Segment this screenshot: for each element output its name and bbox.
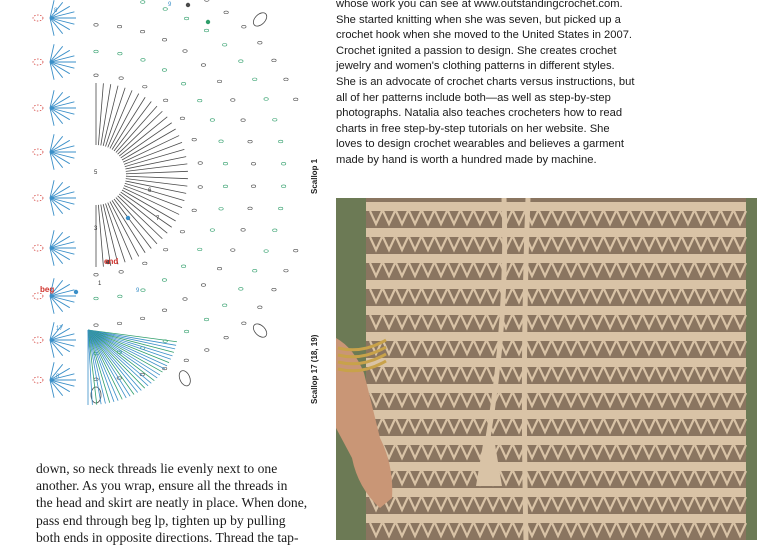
chart-drawing (33, 0, 298, 405)
chain-stitch (162, 38, 166, 41)
puff-stitch (177, 369, 192, 388)
bio-line: Crochet ignited a passion to design. She creates crochet (336, 44, 617, 57)
instructions-paragraph (36, 460, 326, 546)
chain-stitch (94, 273, 98, 276)
chain-stitch (184, 359, 188, 362)
chain-stitch (181, 82, 185, 85)
chart-row-label: 17 (56, 326, 63, 332)
stitch-mark (50, 108, 70, 120)
scallop-17-label: Scallop 17 (18, 19) (310, 334, 319, 404)
lace-band (366, 332, 746, 341)
stitch-mark (50, 108, 74, 114)
stitch-mark (50, 18, 70, 30)
turning-chain (33, 59, 43, 65)
stitch-mark (50, 296, 74, 302)
stitch-mark (125, 181, 186, 193)
chain-stitch (183, 298, 187, 301)
chain-stitch (273, 119, 277, 122)
chain-stitch (217, 80, 221, 83)
chain-stitch (253, 78, 257, 81)
bio-line: jewelry and women's clothing patterns in different styles. (336, 60, 615, 73)
chart-row-label: 3 (94, 226, 98, 232)
chart-row-label: 1 (98, 281, 102, 287)
bio-line: loves to design crochet wearables and believes a garment (336, 138, 624, 151)
stitch-mark (50, 62, 74, 68)
chain-stitch (210, 229, 214, 232)
stitch-mark (50, 62, 70, 74)
chain-stitch (224, 336, 228, 339)
stitch-mark (126, 164, 188, 171)
stitch-mark (50, 380, 70, 392)
marker-dot (206, 20, 210, 24)
chain-stitch (253, 269, 257, 272)
lace-band (366, 306, 746, 315)
lace-band (366, 358, 746, 367)
stitch-mark (112, 97, 145, 149)
stitch-mark (50, 102, 74, 108)
chain-stitch (258, 41, 262, 44)
stitch-mark (50, 236, 70, 248)
chain-stitch (205, 0, 209, 1)
chain-stitch (180, 117, 184, 120)
chain-stitch (272, 59, 276, 62)
stitch-mark (121, 192, 172, 227)
lace-band (366, 462, 746, 471)
stitch-mark (50, 374, 74, 380)
stitch-mark (50, 296, 70, 308)
stitch-mark (50, 198, 74, 204)
lace-band (366, 254, 746, 263)
lace-band (366, 436, 746, 445)
chain-stitch (284, 269, 288, 272)
lace-band (366, 280, 746, 289)
stitch-mark (50, 146, 74, 152)
chain-stitch (239, 288, 243, 291)
stitch-mark (50, 380, 74, 386)
chain-stitch (231, 99, 235, 102)
chain-stitch (192, 138, 196, 141)
stitch-mark (125, 157, 186, 169)
chain-stitch (163, 248, 167, 251)
chart-row-label: 8 (56, 374, 60, 380)
turning-chain (33, 15, 43, 21)
chain-stitch (140, 317, 144, 320)
stitch-mark (126, 179, 188, 186)
chain-stitch (119, 271, 123, 274)
chain-stitch (264, 250, 268, 253)
stitch-mark (50, 186, 70, 198)
bio-line: She started knitting when she was seven, but picked up a (336, 13, 621, 26)
crochet-skirt-photo (336, 198, 757, 540)
stitch-mark (126, 176, 188, 178)
chain-stitch (251, 162, 255, 165)
stitch-mark (50, 18, 74, 24)
chain-stitch (117, 25, 121, 28)
chain-stitch (201, 284, 205, 287)
lace-band (366, 384, 746, 393)
chart-row-label: 5 (94, 170, 98, 176)
turning-chain (33, 195, 43, 201)
marker-dot (126, 216, 130, 220)
puff-stitch (251, 10, 269, 28)
body-line: the head and skirt are neatly in place. When done, (36, 495, 308, 511)
turning-chain (33, 337, 43, 343)
chain-stitch (143, 85, 147, 88)
chain-stitch (224, 11, 228, 14)
stitch-mark (50, 152, 70, 164)
chain-stitch (94, 24, 98, 27)
bio-line: whose work you can see at www.outstandingcrochet.com. (336, 0, 623, 10)
chart-row-label: 6 (148, 188, 152, 194)
turning-chain (33, 149, 43, 155)
chain-stitch (248, 140, 252, 143)
stitch-mark (50, 56, 74, 62)
chain-stitch (204, 29, 208, 32)
chain-stitch (198, 162, 202, 165)
bio-line: charts in free step-by-step tutorials on her website. She (336, 122, 610, 135)
chain-stitch (242, 322, 246, 325)
photo-drawing (336, 198, 757, 540)
chain-stitch (181, 265, 185, 268)
turning-chain (33, 245, 43, 251)
turning-chain (33, 105, 43, 111)
chain-stitch (162, 279, 166, 282)
chain-stitch (162, 309, 166, 312)
bio-line: She is an advocate of crochet charts versus instructions, but (336, 75, 635, 88)
chain-stitch (94, 50, 98, 53)
chain-stitch (183, 50, 187, 53)
stitch-mark (119, 194, 167, 233)
marker-dot (186, 3, 190, 7)
chain-stitch (241, 119, 245, 122)
stitch-mark (50, 248, 74, 254)
lace-band (366, 488, 746, 497)
stitch-mark (50, 334, 74, 340)
body-line: down, so neck threads lie evenly next to one (36, 461, 278, 476)
body-line: another. As you wrap, ensure all the threads in (36, 478, 288, 494)
stitch-mark (125, 183, 185, 200)
stitch-mark (50, 248, 70, 260)
stitch-mark (121, 123, 172, 158)
chain-stitch (222, 44, 226, 47)
chain-stitch (273, 229, 277, 232)
chart-row-label: 9 (136, 288, 140, 294)
chain-stitch (94, 378, 98, 381)
lace-band (366, 410, 746, 419)
chain-stitch (192, 209, 196, 212)
chain-stitch (264, 98, 268, 101)
chart-label-end: end (104, 257, 119, 266)
chain-stitch (198, 186, 202, 189)
chain-stitch (281, 185, 285, 188)
chain-stitch (239, 60, 243, 63)
chain-stitch (278, 140, 282, 143)
stitch-mark (50, 368, 70, 380)
chain-stitch (272, 288, 276, 291)
body-line: pass end through beg lp, tighten up by pulling (36, 512, 286, 528)
chain-stitch (201, 64, 205, 67)
stitch-mark (50, 192, 74, 198)
chain-stitch (251, 185, 255, 188)
bio-line: made by hand is worth a hundred made by machine. (336, 153, 597, 166)
stitch-mark (50, 198, 70, 210)
chain-stitch (141, 289, 145, 292)
bio-line: crochet hook when she moved to the United States in 2007. (336, 29, 633, 42)
chain-stitch (231, 249, 235, 252)
stitch-mark (119, 117, 167, 156)
stitch-mark (114, 101, 151, 151)
chain-stitch (163, 99, 167, 102)
chain-stitch (248, 207, 252, 210)
chart-row-label: 8 (54, 8, 58, 14)
stitch-mark (125, 149, 185, 166)
chain-stitch (119, 77, 123, 80)
chain-stitch (143, 262, 147, 265)
chain-stitch (117, 322, 121, 325)
chain-stitch (241, 229, 245, 232)
crochet-chart-diagram (28, 0, 310, 420)
chain-stitch (94, 297, 98, 300)
lace-band (366, 514, 746, 523)
body-line: both ends in opposite directions. Thread the tap- (36, 529, 299, 545)
chain-stitch (162, 69, 166, 72)
stitch-mark (118, 111, 163, 154)
chain-stitch (163, 8, 167, 11)
chain-stitch (222, 304, 226, 307)
chain-stitch (210, 119, 214, 122)
bio-line: all of her patterns include both—as well as step-by-step (336, 91, 611, 104)
chain-stitch (219, 140, 223, 143)
stitch-mark (50, 242, 74, 248)
chain-stitch (242, 25, 246, 28)
chart-row-label: 9 (168, 2, 172, 8)
scallop-1-label: Scallop 1 (310, 158, 319, 194)
chain-stitch (205, 349, 209, 352)
chart-row-label: 7 (156, 216, 160, 222)
chain-stitch (278, 207, 282, 210)
chain-stitch (217, 267, 221, 270)
chain-stitch (94, 74, 98, 77)
stitch-mark (50, 152, 74, 158)
chain-stitch (118, 52, 122, 55)
chain-stitch (204, 318, 208, 321)
chain-stitch (294, 98, 298, 101)
chain-stitch (180, 230, 184, 233)
chain-stitch (223, 185, 227, 188)
chain-stitch (294, 249, 298, 252)
bio-line: photographs. Natalia also teaches crocheters how to read (336, 107, 623, 120)
lace-band (366, 202, 746, 211)
chart-label-beg: beg (40, 285, 55, 294)
chain-stitch (184, 17, 188, 20)
marker-dot (74, 290, 78, 294)
stitch-mark (112, 200, 145, 252)
lace-band (366, 228, 746, 237)
stitch-mark (50, 340, 74, 346)
turning-chain (33, 377, 43, 383)
chain-stitch (258, 306, 262, 309)
stitch-mark (123, 136, 179, 163)
chain-stitch (94, 324, 98, 327)
chain-stitch (284, 78, 288, 81)
stitch-mark (114, 199, 151, 249)
stitch-mark (50, 50, 70, 62)
stitch-mark (50, 340, 70, 352)
chain-stitch (141, 1, 145, 4)
chain-stitch (281, 162, 285, 165)
puff-stitch (251, 321, 269, 339)
stitch-mark (126, 171, 188, 173)
chain-stitch (198, 248, 202, 251)
stitch-mark (88, 330, 165, 369)
chain-stitch (223, 162, 227, 165)
chain-stitch (141, 59, 145, 62)
chain-stitch (140, 30, 144, 33)
chain-stitch (118, 295, 122, 298)
stitch-mark (50, 96, 70, 108)
chain-stitch (219, 207, 223, 210)
stitch-mark (50, 6, 70, 18)
chain-stitch (184, 330, 188, 333)
stitch-mark (50, 140, 70, 152)
chain-stitch (198, 99, 202, 102)
designer-bio-paragraph (336, 0, 636, 169)
